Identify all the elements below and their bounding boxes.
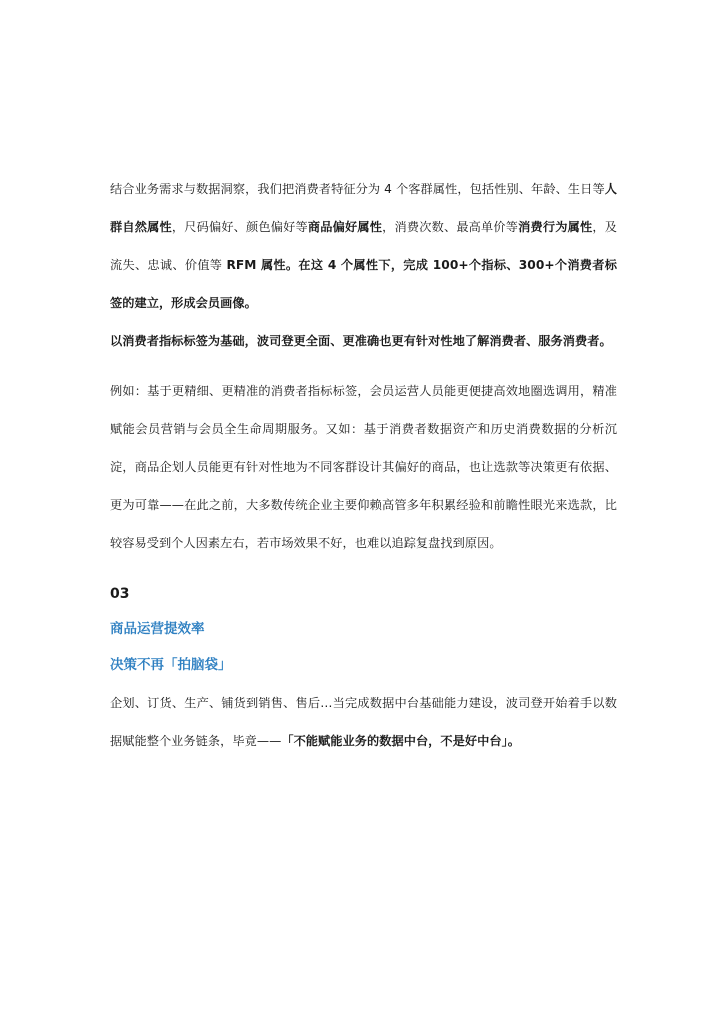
paragraph-text: 企划、订货、生产、铺货到销售、售后…当完成数据中台基础能力建设，波司登开始着手以数据赋能整个业务链条，毕竟—— bbox=[110, 696, 617, 748]
bold-rfm-summary: RFM 属性。在这 4 个属性下，完成 100+个指标、300+个消费者标签的建立，形成会员画像。 bbox=[110, 258, 617, 310]
bold-consumption-behavior: 消费行为属性 bbox=[518, 220, 593, 234]
paragraph-customer-attributes bbox=[110, 170, 617, 322]
bold-quote: 「不能赋能业务的数据中台，不是好中台」。 bbox=[281, 734, 520, 748]
section-number: 03 bbox=[110, 586, 130, 602]
article-body bbox=[110, 170, 617, 760]
paragraph-text: ，尺码偏好、颜色偏好等 bbox=[171, 220, 308, 234]
bold-tag-foundation: 以消费者指标标签为基础，波司登更全面、更准确也更有针对性地了解消费者、服务消费者。 bbox=[110, 334, 612, 348]
paragraph-examples: 例如：基于更精细、更精准的消费者指标标签，会员运营人员能更便捷高效地圈选调用，精准赋能会员营销与会员全生命周期服务。又如：基于消费者数据资产和历史消费数据的分析沉淀，商品企划人员能更有针对性地为不同客群设计其偏好的商品，也让选款等决策更有依据、更为可靠——在此之前，大多数传统企业主要仰赖高管多年积累经验和前瞻性眼光来选款，比较容易受到个人因素左右，若市场效果不好，也难以追踪复盘找到原因。 bbox=[110, 384, 617, 550]
paragraph-text: 结合业务需求与数据洞察，我们把消费者特征分为 4 个客群属性，包括性别、年龄、生日等 bbox=[110, 182, 605, 196]
section-subtitle: 决策不再「拍脑袋」 bbox=[110, 657, 232, 673]
bold-natural-attributes: 人群自然属性 bbox=[110, 182, 617, 234]
bold-product-preference: 商品偏好属性 bbox=[307, 220, 383, 234]
paragraph-text: ，及流失、忠诚、价值等 bbox=[110, 220, 617, 272]
paragraph-text: ，消费次数、最高单价等 bbox=[382, 220, 519, 234]
section-title: 商品运营提效率 bbox=[110, 621, 205, 637]
paragraph-business-chain bbox=[110, 684, 617, 760]
paragraph-tag-foundation bbox=[110, 322, 617, 360]
